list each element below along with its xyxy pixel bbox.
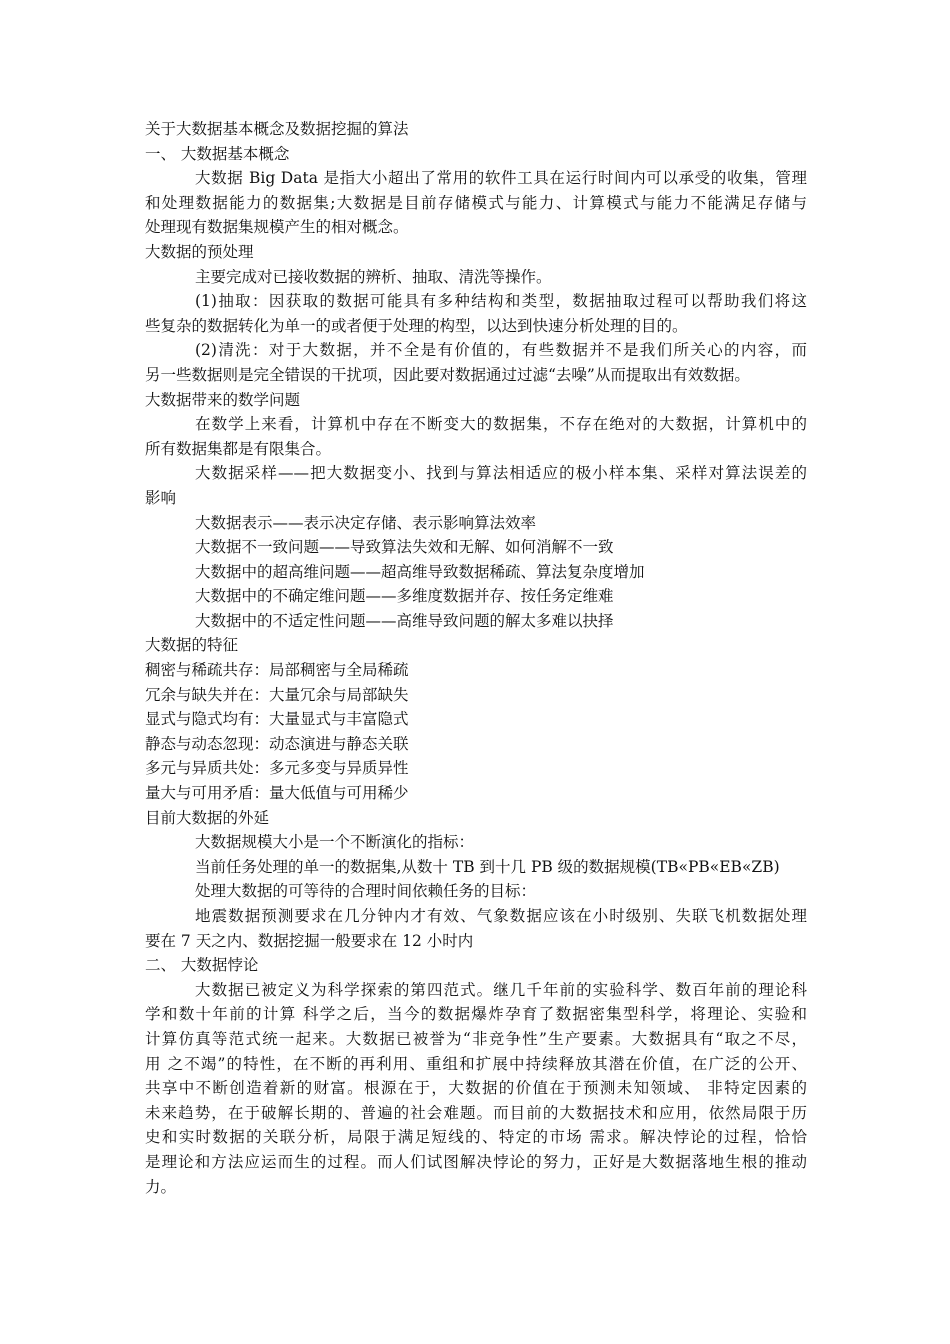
extension-heading: 目前大数据的外延: [145, 808, 270, 827]
text-line: 所有数据集都是有限集合。: [145, 439, 332, 458]
extension-paragraph: [145, 904, 807, 953]
section-1-paragraph: [145, 166, 807, 240]
text-line: 用 之不竭”的特性，在不断的再利用、重组和扩展中持续释放其潜在价值，在广泛的公开、: [145, 1054, 807, 1073]
text-line: 和处理数据能力的数据集;大数据是目前存储模式与能力、计算模式与能力不能满足存储与: [145, 193, 807, 212]
feature-item: 量大与可用矛盾：量大低值与可用稀少: [145, 784, 409, 803]
math-item: 大数据不一致问题——导致算法失效和无解、如何消解不一致: [195, 538, 614, 557]
math-item: 大数据中的超高维问题——超高维导致数据稀疏、算法复杂度增加: [195, 562, 645, 581]
text-line: (2)清洗：对于大数据，并不全是有价值的，有些数据并不是我们所关心的内容，而: [195, 341, 807, 360]
text-line: 另一些数据则是完全错误的干扰项，因此要对数据通过过滤“去噪”从而提取出有效数据。: [145, 365, 750, 384]
text-line: 力。: [145, 1177, 177, 1196]
document-title: 关于大数据基本概念及数据挖掘的算法: [145, 120, 409, 138]
section-2-paragraph: [145, 978, 807, 1199]
text-line: 大数据 Big Data 是指大小超出了常用的软件工具在运行时间内可以承受的收集，管理: [195, 169, 807, 188]
features-heading: 大数据的特征: [145, 636, 239, 655]
text-line: 大数据采样——把大数据变小、找到与算法相适应的极小样本集、采样对算法误差的: [195, 464, 807, 483]
text-line: 是理论和方法应运而生的过程。而人们试图解决悖论的努力，正好是大数据落地生根的推动: [145, 1152, 807, 1171]
cleaning-paragraph: [145, 338, 807, 387]
feature-item: 稠密与稀疏共存：局部稠密与全局稀疏: [145, 661, 409, 680]
feature-item: 显式与隐式均有：大量显式与丰富隐式: [145, 710, 409, 729]
section-2-heading: 二、 大数据悖论: [145, 956, 259, 975]
feature-item: 冗余与缺失并在：大量冗余与局部缺失: [145, 685, 409, 704]
extraction-paragraph: [145, 289, 807, 338]
math-item: 大数据表示——表示决定存储、表示影响算法效率: [195, 513, 537, 532]
preprocessing-intro: 主要完成对已接收数据的辨析、抽取、清洗等操作。: [195, 267, 552, 286]
text-line: 在数学上来看，计算机中存在不断变大的数据集，不存在绝对的大数据，计算机中的: [195, 415, 807, 434]
text-line: 未来趋势，在于破解长期的、普遍的社会难题。而目前的大数据技术和应用，依然局限于历: [145, 1103, 807, 1122]
extension-item: 处理大数据的可等待的合理时间依赖任务的目标：: [195, 882, 537, 901]
math-item: 大数据中的不确定维问题——多维度数据并存、按任务定维难: [195, 587, 614, 606]
text-line: 大数据已被定义为科学探索的第四范式。继几千年前的实验科学、数百年前的理论科: [195, 980, 807, 999]
text-line: 处理现有数据集规模产生的相对概念。: [145, 218, 409, 237]
math-paragraph: [145, 412, 807, 461]
text-line: 要在 7 天之内、数据挖掘一般要求在 12 小时内: [145, 931, 474, 950]
text-line: 共享中不断创造着新的财富。根源在于，大数据的价值在于预测未知领域、 非特定因素的: [145, 1079, 807, 1098]
extension-item: 大数据规模大小是一个不断演化的指标：: [195, 833, 475, 852]
math-item: 大数据中的不适定性问题——高维导致问题的解太多难以抉择: [195, 611, 614, 630]
text-line: 学和数十年前的计算 科学之后，当今的数据爆炸孕育了数据密集型科学，将理论、实验和: [145, 1005, 807, 1024]
text-line: 史和实时数据的关联分析，局限于满足短线的、特定的市场 需求。解决悖论的过程，恰恰: [145, 1128, 807, 1147]
math-heading: 大数据带来的数学问题: [145, 390, 301, 409]
preprocessing-heading: 大数据的预处理: [145, 242, 254, 261]
section-1-heading: 一、 大数据基本概念: [145, 144, 290, 163]
sampling-paragraph: [145, 461, 807, 510]
text-line: (1)抽取：因获取的数据可能具有多种结构和类型，数据抽取过程可以帮助我们将这: [195, 292, 807, 311]
extension-item: 当前任务处理的单一的数据集,从数十 TB 到十几 PB 级的数据规模(TB«PB«EB«ZB): [195, 857, 780, 876]
document-body: [145, 117, 807, 1199]
text-line: 计算仿真等范式统一起来。大数据已被誉为“非竞争性”生产要素。大数据具有“取之不尽，: [145, 1029, 807, 1048]
text-line: 影响: [145, 488, 177, 507]
text-line: 地震数据预测要求在几分钟内才有效、气象数据应该在小时级别、失联飞机数据处理: [195, 907, 807, 925]
feature-item: 静态与动态忽现：动态演进与静态关联: [145, 734, 409, 753]
text-line: 些复杂的数据转化为单一的或者便于处理的构型，以达到快速分析处理的目的。: [145, 316, 688, 335]
feature-item: 多元与异质共处：多元多变与异质异性: [145, 759, 409, 778]
